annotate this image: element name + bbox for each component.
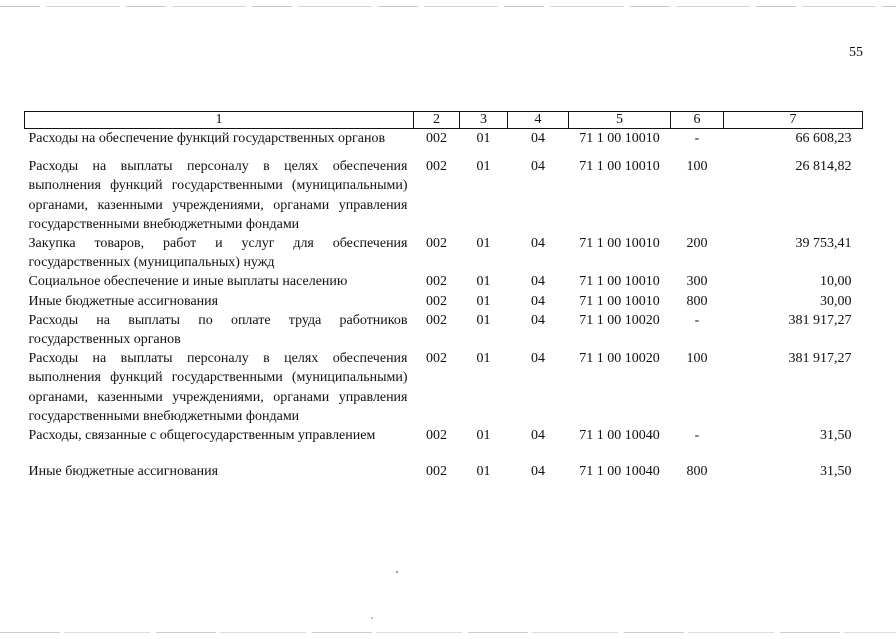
row-amount: 31,50	[820, 428, 852, 444]
scan-speck	[396, 571, 398, 573]
row-description: Расходы на выплаты персоналу в целях обеспечения выполнения функций государственными (муниципальными) органами, казенными учреждениями, органами управления государственными внебюджетными фондами	[28, 351, 408, 424]
row-target-code: 71 1 00 10040	[579, 428, 660, 444]
row-expense-type: -	[694, 428, 700, 444]
row-subsection-code: 04	[531, 274, 545, 290]
row-description: Расходы, связанные с общегосударственным управлением	[28, 428, 376, 444]
table-row	[25, 292, 863, 311]
budget-table	[24, 111, 863, 481]
row-amount: 26 814,82	[795, 159, 852, 175]
row-subsection-code: 04	[531, 351, 545, 367]
row-expense-type: 100	[686, 159, 708, 175]
row-ministry-code: 002	[426, 236, 447, 252]
row-ministry-code: 002	[426, 131, 447, 146]
row-section-code: 01	[476, 464, 491, 480]
row-expense-type: -	[694, 131, 700, 146]
row-target-code: 71 1 00 10010	[579, 293, 660, 309]
scan-speck	[371, 617, 373, 619]
row-target-code: 71 1 00 10010	[579, 131, 660, 146]
row-target-code: 71 1 00 10020	[579, 312, 660, 328]
row-subsection-code: 04	[531, 131, 545, 146]
row-target-code: 71 1 00 10010	[579, 274, 660, 290]
header-col-7: 7	[724, 112, 863, 129]
table-row	[25, 426, 863, 462]
header-col-6: 6	[671, 112, 724, 129]
row-description: Социальное обеспечение и иные выплаты населению	[28, 274, 348, 290]
row-section-code: 01	[476, 236, 491, 252]
table-row	[25, 272, 863, 291]
row-expense-type: 300	[686, 274, 708, 290]
row-subsection-code: 04	[531, 312, 545, 328]
table-row	[25, 462, 863, 481]
row-target-code: 71 1 00 10010	[579, 159, 660, 175]
row-section-code: 01	[476, 428, 491, 444]
table-header-row	[25, 112, 863, 129]
row-expense-type: 800	[686, 464, 708, 480]
row-amount: 10,00	[820, 274, 852, 290]
row-target-code: 71 1 00 10040	[579, 464, 660, 480]
row-description: Иные бюджетные ассигнования	[28, 293, 219, 309]
header-col-1: 1	[25, 112, 414, 129]
row-description: Расходы на обеспечение функций государственных органов	[28, 131, 386, 146]
scan-edge-top	[0, 6, 896, 7]
row-ministry-code: 002	[426, 312, 447, 328]
row-amount: 39 753,41	[795, 236, 852, 252]
row-description: Иные бюджетные ассигнования	[28, 464, 219, 480]
header-col-5: 5	[569, 112, 671, 129]
row-ministry-code: 002	[426, 428, 447, 444]
row-expense-type: 100	[686, 351, 708, 367]
row-ministry-code: 002	[426, 274, 447, 290]
table-row	[25, 157, 863, 234]
row-description: Закупка товаров, работ и услуг для обеспечения государственных (муниципальных) нужд	[28, 236, 408, 271]
row-section-code: 01	[476, 274, 491, 290]
row-subsection-code: 04	[531, 428, 545, 444]
row-subsection-code: 04	[531, 236, 545, 252]
row-amount: 66 608,23	[795, 131, 852, 146]
row-section-code: 01	[476, 351, 491, 367]
row-target-code: 71 1 00 10020	[579, 351, 660, 367]
row-amount: 381 917,27	[788, 351, 852, 367]
row-subsection-code: 04	[531, 464, 545, 480]
table-row	[25, 234, 863, 272]
row-ministry-code: 002	[426, 464, 447, 480]
row-amount: 31,50	[820, 464, 852, 480]
row-expense-type: 200	[686, 236, 708, 252]
header-col-2: 2	[414, 112, 460, 129]
row-description: Расходы на выплаты персоналу в целях обеспечения выполнения функций государственными (муниципальными) органами, казенными учреждениями, органами управления государственными внебюджетными фондами	[28, 159, 408, 232]
row-ministry-code: 002	[426, 293, 447, 309]
row-subsection-code: 04	[531, 293, 545, 309]
row-section-code: 01	[476, 293, 491, 309]
table-row	[25, 349, 863, 426]
table-row	[25, 129, 863, 158]
row-expense-type: 800	[686, 293, 708, 309]
scan-edge-bottom	[0, 632, 896, 633]
row-amount: 30,00	[820, 293, 852, 309]
row-section-code: 01	[476, 312, 491, 328]
page-number: 55	[849, 45, 863, 60]
row-target-code: 71 1 00 10010	[579, 236, 660, 252]
row-expense-type: -	[694, 312, 700, 328]
row-section-code: 01	[476, 159, 491, 175]
row-ministry-code: 002	[426, 159, 447, 175]
header-col-4: 4	[508, 112, 569, 129]
row-subsection-code: 04	[531, 159, 545, 175]
row-amount: 381 917,27	[788, 312, 852, 328]
header-col-3: 3	[460, 112, 508, 129]
row-description: Расходы на выплаты по оплате труда работников государственных органов	[28, 312, 408, 348]
row-section-code: 01	[476, 131, 491, 146]
table-row	[25, 311, 863, 349]
row-ministry-code: 002	[426, 351, 447, 367]
